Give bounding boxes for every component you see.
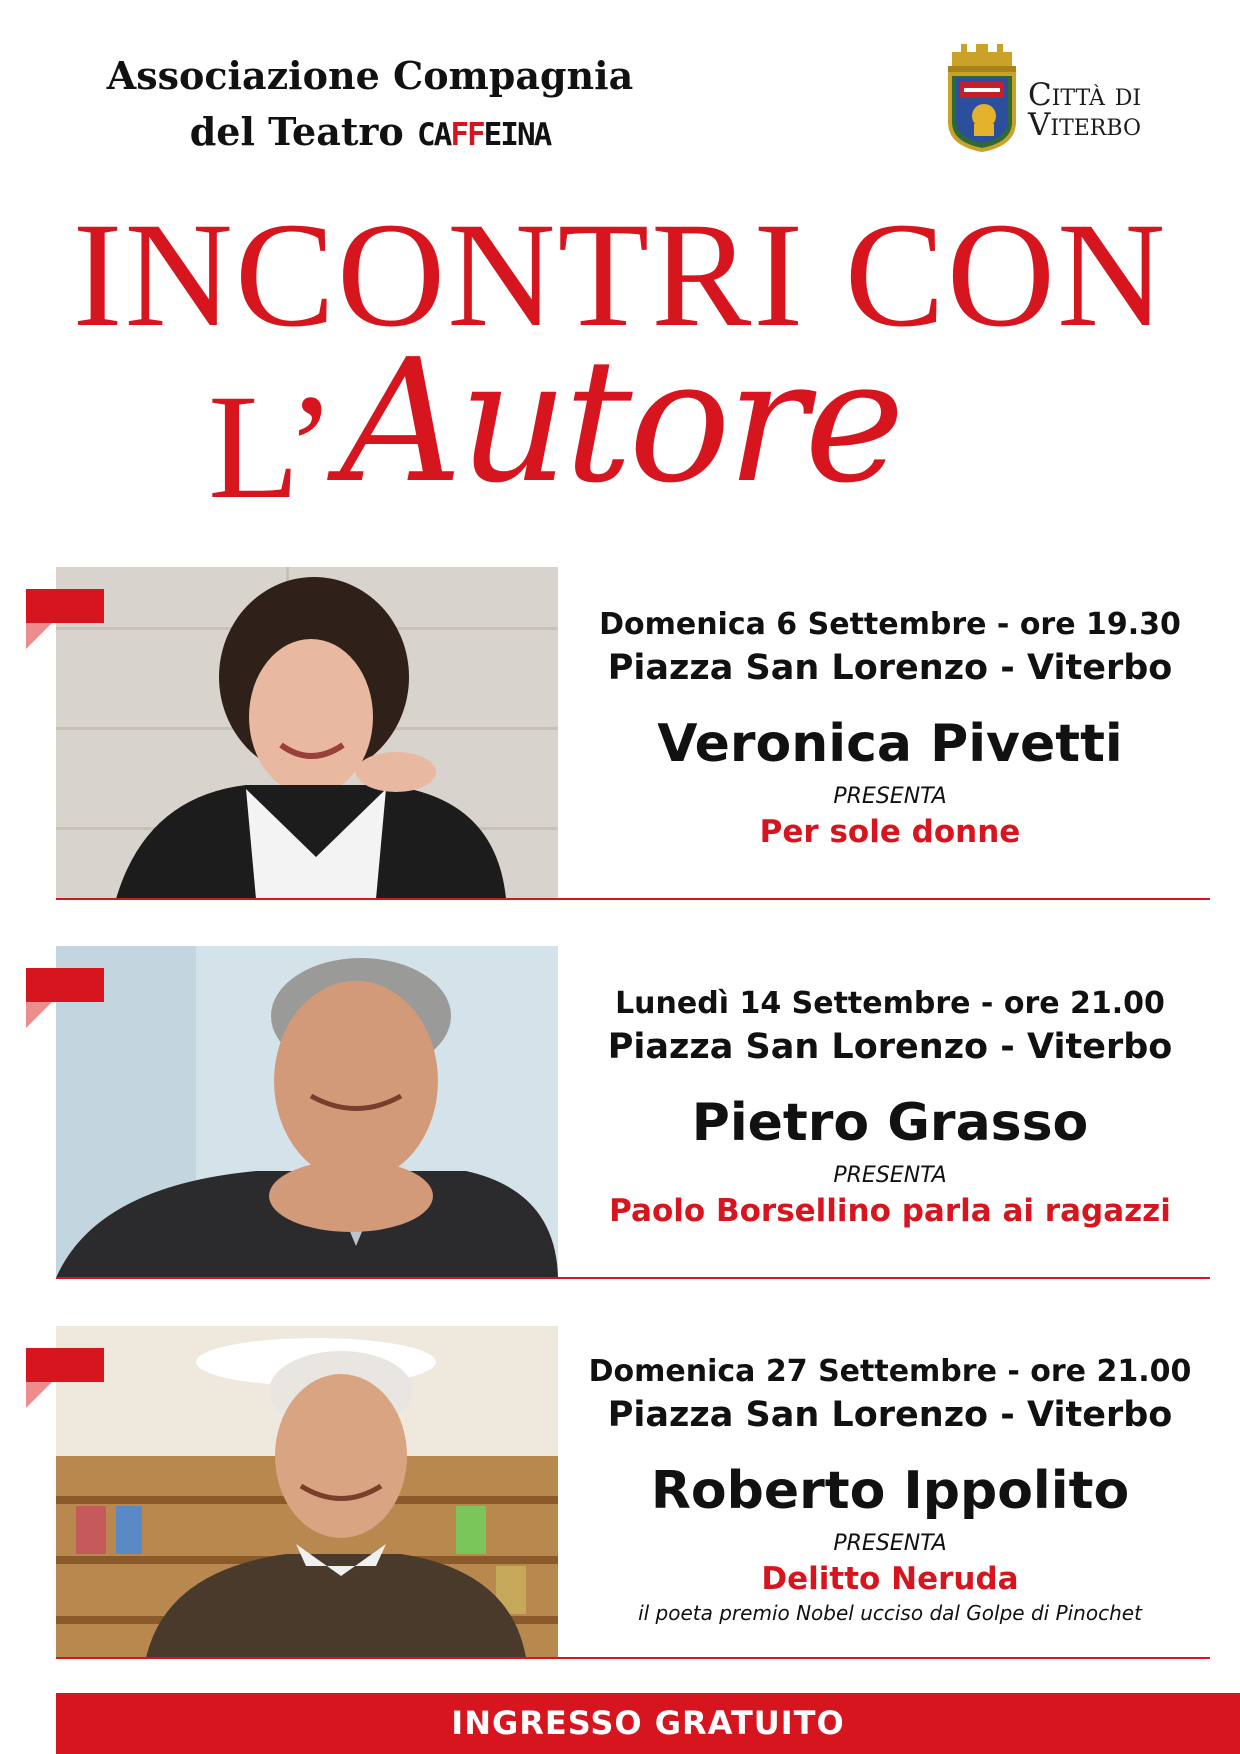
presents-label: PRESENTA: [833, 1531, 947, 1556]
divider: [56, 898, 1210, 900]
book-title: Delitto Neruda: [761, 1561, 1019, 1597]
city-line-1: Città di: [1028, 77, 1142, 113]
event-date: Domenica 6 Settembre - ore 19.30: [599, 607, 1181, 642]
presents-label: PRESENTA: [833, 1163, 947, 1188]
city-crest-icon: [944, 44, 1020, 152]
author-photo: [56, 567, 558, 899]
book-title: Per sole donne: [759, 814, 1021, 850]
author-name: Veronica Pivetti: [657, 714, 1123, 774]
divider: [56, 1277, 1210, 1279]
book-title: Paolo Borsellino parla ai ragazzi: [609, 1193, 1171, 1229]
event-place: Piazza San Lorenzo - Viterbo: [607, 648, 1173, 688]
event-info: [580, 984, 1200, 1232]
author-name: Pietro Grasso: [691, 1093, 1089, 1153]
flag-marker-icon: [26, 968, 104, 1028]
organizer-line-2: del Teatro CAFFEINA: [189, 109, 551, 154]
event-card-1: [0, 567, 1240, 899]
author-name: Roberto Ippolito: [650, 1461, 1130, 1521]
title-line-1: INCONTRI CON: [72, 192, 1168, 358]
event-date: Lunedì 14 Settembre - ore 21.00: [615, 986, 1165, 1021]
caffeina-logo: CAFFEINA: [416, 117, 551, 153]
presents-label: PRESENTA: [833, 784, 947, 809]
city-line-2: Viterbo: [1028, 107, 1141, 143]
organizer-line-1: Associazione Compagnia: [106, 53, 634, 98]
organizer-name: [95, 48, 645, 163]
flag-marker-icon: [26, 589, 104, 649]
author-photo: [56, 946, 558, 1278]
title-line-2-script: Autore: [340, 323, 901, 521]
title-line-2-prefix: L’: [208, 364, 336, 530]
flag-marker-icon: [26, 1348, 104, 1408]
author-photo: [56, 1326, 558, 1658]
event-place: Piazza San Lorenzo - Viterbo: [607, 1027, 1173, 1067]
event-info: [580, 605, 1200, 853]
event-place: Piazza San Lorenzo - Viterbo: [607, 1395, 1173, 1435]
city-name: [1028, 77, 1142, 143]
event-info: [580, 1352, 1200, 1626]
free-entry-banner: INGRESSO GRATUITO: [56, 1693, 1240, 1754]
event-card-2: [0, 946, 1240, 1278]
book-subtitle: il poeta premio Nobel ucciso dal Golpe di Pinochet: [638, 1601, 1142, 1625]
event-card-3: [0, 1326, 1240, 1658]
divider: [56, 1657, 1210, 1659]
event-date: Domenica 27 Settembre - ore 21.00: [588, 1354, 1192, 1389]
